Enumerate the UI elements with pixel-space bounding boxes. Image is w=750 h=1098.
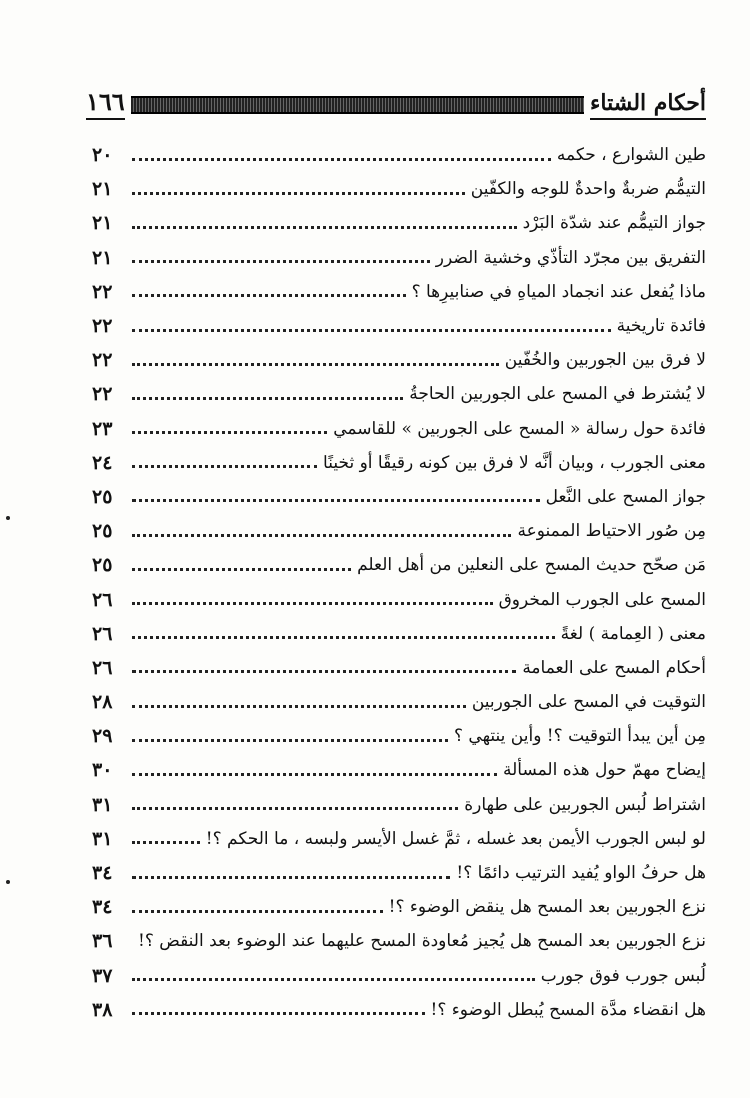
toc-entry-page: ٣٦ — [91, 930, 113, 953]
toc-entry — [92, 890, 706, 924]
toc-entry-title: مِن أين يبدأ التوقيت ؟! وأين ينتهي ؟ — [453, 726, 706, 747]
dot-leader — [132, 465, 317, 468]
toc-entry-title: لا يُشترط في المسح على الجوربين الحاجةُ — [409, 384, 706, 405]
toc-entry-page: ٢٩ — [92, 725, 113, 748]
toc-entry — [92, 753, 706, 787]
toc-entry-page: ٢١ — [92, 178, 113, 201]
header-rule — [131, 96, 584, 114]
toc-entry-page: ٢٤ — [92, 451, 113, 474]
toc-entry — [92, 480, 706, 514]
toc-entry-page: ٢٣ — [92, 417, 113, 440]
dot-leader — [132, 397, 403, 400]
dot-leader — [132, 978, 535, 981]
toc-entry-title: لو لبس الجورب الأيمن بعد غسله ، ثمَّ غسل الأيسر ولبسه ، ما الحكم ؟! — [205, 828, 706, 849]
toc-entry-title: لا فرق بين الجوربين والخُفّين — [504, 350, 706, 371]
dot-leader — [132, 602, 493, 605]
dot-leader — [132, 739, 448, 742]
toc-entry-title: نزع الجوربين بعد المسح هل ينقض الوضوء ؟! — [388, 897, 706, 918]
dot-leader — [132, 499, 540, 502]
toc-entry-title: مِن صُور الاحتياط الممنوعة — [517, 521, 706, 542]
dot-leader — [132, 1012, 425, 1015]
toc-entry — [92, 377, 706, 411]
toc-entry — [92, 959, 706, 993]
toc-entry — [92, 582, 706, 616]
dot-leader — [132, 636, 555, 639]
toc-entry — [92, 206, 706, 240]
toc-entry — [92, 822, 706, 856]
dot-leader — [132, 670, 516, 673]
toc-entry-title: فائدة حول رسالة « المسح على الجوربين » للقاسمي — [333, 418, 706, 439]
toc-entry — [92, 138, 706, 172]
toc-entry-title: إيضاح مهمّ حول هذه المسألة — [502, 760, 706, 781]
toc-entry — [92, 651, 706, 685]
dot-leader — [132, 192, 465, 195]
running-header — [86, 84, 706, 120]
toc-entry-page: ٢٥ — [92, 485, 113, 508]
toc-entry-title: فائدة تاريخية — [616, 316, 706, 337]
toc-entry-title: التوقيت في المسح على الجوربين — [471, 692, 706, 713]
toc-entry-page: ٣٤ — [92, 862, 113, 885]
toc-entry — [92, 617, 706, 651]
toc-entry-page: ٢٠ — [92, 144, 113, 167]
toc-entry-title: نزع الجوربين بعد المسح هل يُجيز مُعاودة المسح عليهما عند الوضوء بعد النقض ؟! — [137, 931, 706, 952]
toc-entry-page: ٣٤ — [92, 896, 113, 919]
toc-entry — [92, 856, 706, 890]
dot-leader — [132, 568, 351, 571]
toc-entry-title: ماذا يُفعل عند انجماد المياهِ في صنابيرِها ؟ — [411, 281, 706, 302]
toc-entry — [92, 685, 706, 719]
dot-leader — [132, 705, 466, 708]
toc-entry-title: هل انقضاء مدَّة المسح يُبطل الوضوء ؟! — [430, 999, 706, 1020]
toc-entry-page: ٣٠ — [92, 759, 113, 782]
toc-entry — [92, 719, 706, 753]
toc-entry-title: معنى ( العِمامة ) لغةً — [560, 623, 706, 644]
dot-leader — [132, 329, 611, 332]
dot-leader — [132, 534, 511, 537]
toc-entry-page: ٢٥ — [92, 520, 113, 543]
scan-speck — [6, 880, 10, 884]
toc-entry — [92, 993, 706, 1027]
toc-entry-page: ٢١ — [92, 212, 113, 235]
toc-entry-title: مَن صحّح حديث المسح على النعلين من أهل العلم — [357, 555, 706, 576]
toc-entry-title: لُبس جورب فوق جورب — [540, 965, 706, 986]
dot-leader — [132, 294, 406, 297]
toc-entry-page: ٢١ — [92, 246, 113, 269]
toc-entry-title: جواز التيمُّم عند شدّة البَرْد — [522, 213, 706, 234]
dot-leader — [132, 431, 327, 434]
toc-entry — [92, 924, 706, 958]
dot-leader — [132, 363, 499, 366]
toc-entry-title: معنى الجورب ، وبيان أنَّه لا فرق بين كونه رقيقًا أو ثخينًا — [323, 452, 706, 473]
toc-entry-page: ٢٨ — [92, 691, 113, 714]
toc-entry-page: ٢٢ — [92, 383, 113, 406]
toc-entry — [92, 514, 706, 548]
toc-entry — [92, 309, 706, 343]
toc-entry-title: طين الشوارع ، حكمه — [556, 145, 706, 166]
toc-entry-title: هل حرفُ الواو يُفيد الترتيب دائمًا ؟! — [456, 863, 706, 884]
toc-entry-title: التفريق بين مجرّد التأذّي وخشية الضرر — [435, 247, 706, 268]
table-of-contents — [92, 138, 706, 1027]
toc-entry-page: ٢٦ — [92, 622, 113, 645]
dot-leader — [132, 260, 430, 263]
toc-entry-page: ٢٢ — [92, 349, 113, 372]
toc-entry-title: التيمُّم ضربةٌ واحدةٌ للوجه والكفّين — [470, 179, 706, 200]
dot-leader — [132, 158, 551, 161]
toc-entry-title: اشتراط لُبس الجوربين على طهارة — [464, 794, 706, 815]
toc-entry — [92, 343, 706, 377]
dot-leader — [132, 876, 450, 879]
dot-leader — [132, 773, 497, 776]
toc-entry — [92, 241, 706, 275]
dot-leader — [132, 226, 517, 229]
toc-entry-page: ٢٥ — [92, 554, 113, 577]
toc-entry-title: جواز المسح على النَّعل — [545, 486, 706, 507]
toc-entry — [92, 446, 706, 480]
page-number: ١٦٦ — [86, 87, 125, 120]
toc-entry-page: ٣١ — [92, 793, 113, 816]
toc-entry-page: ٢٢ — [92, 280, 113, 303]
book-title: أحكام الشتاء — [590, 90, 706, 120]
dot-leader — [132, 807, 458, 810]
toc-entry-page: ٢٦ — [92, 656, 113, 679]
toc-entry — [92, 172, 706, 206]
dot-leader — [132, 841, 200, 844]
toc-entry — [92, 412, 706, 446]
toc-entry-page: ٣١ — [92, 827, 113, 850]
toc-entry-page: ٢٢ — [92, 315, 113, 338]
toc-entry-title: أحكام المسح على العمامة — [522, 657, 706, 678]
scan-speck — [6, 516, 10, 520]
toc-entry — [92, 788, 706, 822]
toc-entry-title: المسح على الجورب المخروق — [498, 589, 706, 610]
toc-entry-page: ٣٧ — [92, 964, 113, 987]
toc-entry-page: ٢٦ — [92, 588, 113, 611]
dot-leader — [132, 910, 383, 913]
toc-entry — [92, 275, 706, 309]
toc-entry-page: ٣٨ — [92, 998, 113, 1021]
toc-entry — [92, 548, 706, 582]
